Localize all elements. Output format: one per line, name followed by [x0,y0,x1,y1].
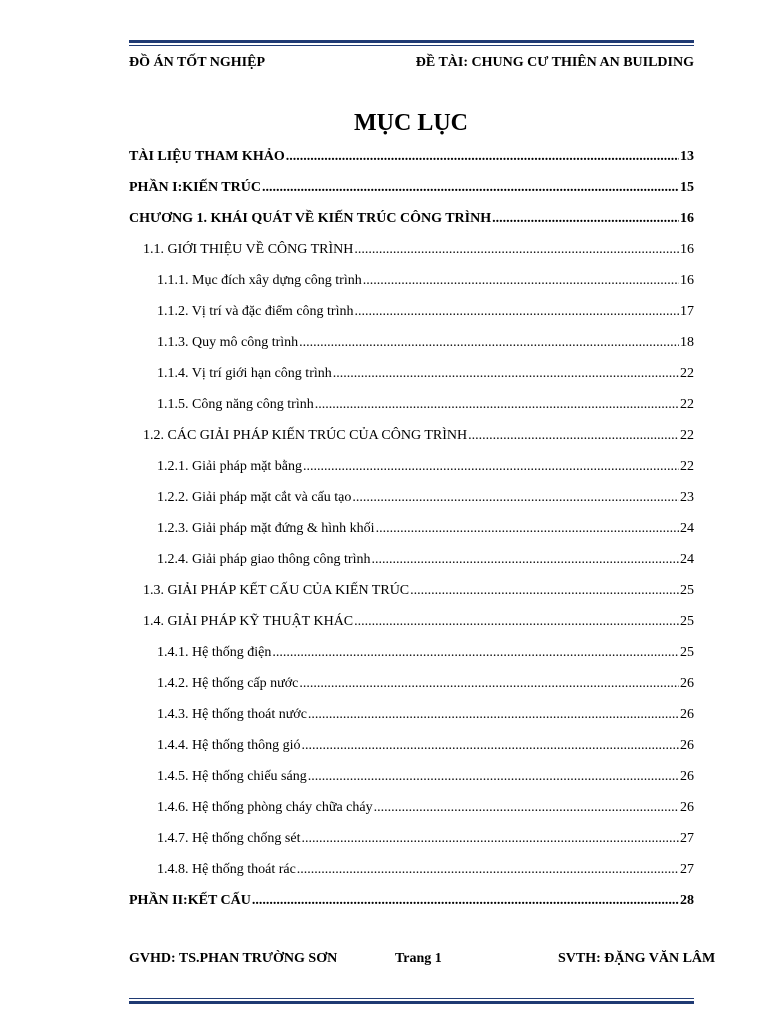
header-rule-thin [129,45,694,46]
footer-advisor: GVHD: TS.PHAN TRƯỜNG SƠN [129,951,338,966]
toc-entry[interactable] [129,451,694,482]
toc-entry-label: 1.1.4. Vị trí giới hạn công trình [157,365,332,381]
toc-entry-page: 26 [680,706,694,722]
toc-leader-dots [262,180,679,196]
toc-leader-dots [354,242,679,258]
footer-page-number: Trang 1 [395,951,442,966]
toc-entry[interactable] [129,823,694,854]
toc-entry-label: 1.4.8. Hệ thống thoát rác [157,861,296,877]
toc-leader-dots [301,831,679,847]
toc-entry-page: 24 [680,551,694,567]
toc-leader-dots [363,273,679,289]
toc-leader-dots [315,397,679,413]
header-left-text: ĐỒ ÁN TỐT NGHIỆP [129,55,266,70]
toc-leader-dots [492,211,679,227]
toc-entry-label: 1.1.5. Công năng công trình [157,396,314,412]
toc-entry[interactable] [129,420,694,451]
toc-leader-dots [333,366,679,382]
toc-entry-label: 1.1.3. Quy mô công trình [157,334,299,350]
toc-entry[interactable] [129,885,694,916]
toc-entry[interactable] [129,141,694,172]
toc-entry-label: 1.1.1. Mục đích xây dựng công trình [157,272,362,288]
footer-student: SVTH: ĐẶNG VĂN LÂM [558,951,716,966]
toc-entry[interactable] [129,172,694,203]
toc-leader-dots [374,800,679,816]
toc-leader-dots [302,738,680,754]
toc-entry-label: 1.4.4. Hệ thống thông gió [157,737,301,753]
header-right-text: ĐỀ TÀI: CHUNG CƯ THIÊN AN BUILDING [415,55,694,70]
toc-entry-page: 26 [680,799,694,815]
toc-entry-label: 1.2.4. Giải pháp giao thông công trình [157,551,371,567]
toc-entry-label: PHẦN II:KẾT CẤU [129,892,251,908]
header-rule [129,40,694,46]
toc-entry-page: 15 [680,179,694,195]
toc-entry-page: 25 [680,613,694,629]
toc-entry[interactable] [129,761,694,792]
toc-leader-dots [354,614,679,630]
table-of-contents [129,141,694,916]
toc-leader-dots [308,769,679,785]
toc-entry-page: 17 [680,303,694,319]
toc-entry-label: 1.2. CÁC GIẢI PHÁP KIẾN TRÚC CỦA CÔNG TRÌNH [143,427,468,443]
footer-rule [129,998,694,1004]
toc-entry[interactable] [129,668,694,699]
toc-leader-dots [303,459,679,475]
toc-entry-label: 1.2.2. Giải pháp mặt cắt và cấu tạo [157,489,352,505]
toc-entry-page: 16 [680,210,694,226]
toc-leader-dots [376,521,679,537]
toc-entry[interactable] [129,296,694,327]
toc-entry[interactable] [129,699,694,730]
toc-entry-label: 1.4.3. Hệ thống thoát nước [157,706,307,722]
header-rule-thick [129,40,694,43]
toc-entry[interactable] [129,637,694,668]
toc-entry-label: 1.4.6. Hệ thống phòng cháy chữa cháy [157,799,373,815]
toc-leader-dots [299,676,679,692]
toc-entry-page: 27 [680,830,694,846]
toc-entry[interactable] [129,203,694,234]
toc-entry-label: 1.4.2. Hệ thống cấp nước [157,675,299,691]
toc-entry[interactable] [129,513,694,544]
toc-entry-page: 27 [680,861,694,877]
toc-entry[interactable] [129,482,694,513]
toc-entry[interactable] [129,792,694,823]
toc-entry-page: 13 [680,148,694,164]
toc-entry[interactable] [129,544,694,575]
toc-leader-dots [354,304,679,320]
toc-entry-label: 1.2.3. Giải pháp mặt đứng & hình khối [157,520,375,536]
toc-leader-dots [308,707,679,723]
toc-entry-page: 25 [680,644,694,660]
toc-entry-label: 1.3. GIẢI PHÁP KẾT CẤU CỦA KIẾN TRÚC [143,582,410,598]
toc-entry-page: 18 [680,334,694,350]
footer-rule-thin [129,998,694,999]
toc-entry-page: 23 [680,489,694,505]
toc-entry-page: 25 [680,582,694,598]
toc-entry[interactable] [129,389,694,420]
toc-entry-page: 22 [680,458,694,474]
toc-entry[interactable] [129,730,694,761]
toc-leader-dots [352,490,679,506]
toc-entry-page: 26 [680,768,694,784]
toc-entry-label: TÀI LIỆU THAM KHẢO [129,148,285,164]
toc-entry-label: 1.4.5. Hệ thống chiếu sáng [157,768,307,784]
toc-entry-page: 26 [680,675,694,691]
toc-entry-page: 16 [680,272,694,288]
toc-leader-dots [252,893,679,909]
toc-entry-label: 1.4.1. Hệ thống điện [157,644,272,660]
toc-leader-dots [299,335,679,351]
toc-leader-dots [371,552,679,568]
toc-entry-label: PHẦN I:KIẾN TRÚC [129,179,261,195]
toc-leader-dots [272,645,679,661]
toc-entry-label: CHƯƠNG 1. KHÁI QUÁT VỀ KIẾN TRÚC CÔNG TRÌNH [129,210,492,226]
toc-entry-label: 1.2.1. Giải pháp mặt bằng [157,458,303,474]
toc-entry[interactable] [129,854,694,885]
toc-entry[interactable] [129,265,694,296]
toc-entry-page: 24 [680,520,694,536]
toc-entry[interactable] [129,327,694,358]
toc-entry[interactable] [129,358,694,389]
page-title: MỤC LỤC [354,110,468,136]
toc-leader-dots [410,583,679,599]
toc-entry[interactable] [129,234,694,265]
footer-rule-thick [129,1001,694,1004]
toc-entry[interactable] [129,575,694,606]
toc-entry-page: 22 [680,365,694,381]
toc-entry-page: 26 [680,737,694,753]
toc-leader-dots [297,862,679,878]
toc-leader-dots [286,149,679,165]
toc-entry-label: 1.1. GIỚI THIỆU VỀ CÔNG TRÌNH [143,241,354,257]
toc-entry-label: 1.4. GIẢI PHÁP KỸ THUẬT KHÁC [143,613,354,629]
toc-entry[interactable] [129,606,694,637]
toc-entry-page: 22 [680,396,694,412]
toc-entry-page: 28 [680,892,694,908]
toc-leader-dots [468,428,679,444]
page-header [129,55,694,71]
toc-entry-page: 16 [680,241,694,257]
toc-entry-label: 1.1.2. Vị trí và đặc điểm công trình [157,303,354,319]
toc-entry-label: 1.4.7. Hệ thống chống sét [157,830,301,846]
toc-entry-page: 22 [680,427,694,443]
